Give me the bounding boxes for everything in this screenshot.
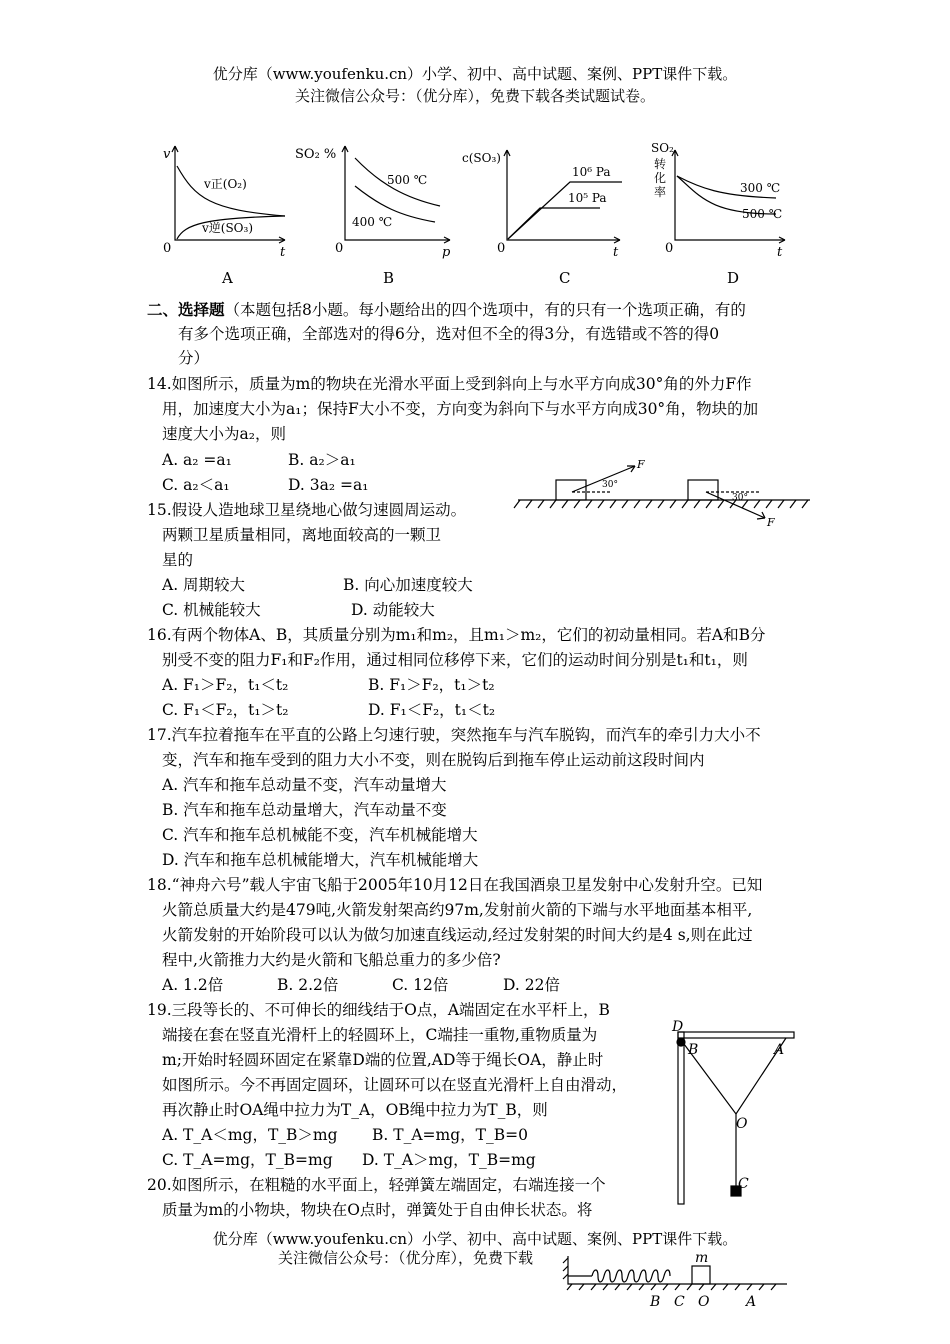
graph-d-label: D — [727, 269, 740, 287]
graph-d-yaxis-top: SO₂ — [651, 141, 674, 155]
q14-option-a: A. a₂ =a₁ — [162, 451, 232, 469]
q14-figure — [510, 456, 820, 536]
footer-line-2: 关注微信公众号：（优分库），免费下载 — [278, 1249, 534, 1267]
graph-a-curve1: v正(O₂) — [204, 177, 247, 191]
graph-c-origin: 0 — [497, 241, 506, 256]
graph-d-curve2: 500 ℃ — [742, 207, 783, 221]
q20-figure — [562, 1244, 802, 1344]
q19-option-b: B. T_A=mg，T_B=0 — [372, 1126, 528, 1144]
q19-figure — [668, 1016, 808, 1206]
graph-c-curve2: 10⁵ Pa — [568, 191, 607, 205]
q14-fig-angle1: 30° — [602, 480, 618, 490]
graph-c-curve1: 10⁶ Pa — [572, 165, 611, 179]
q18-option-b: B. 2.2倍 — [277, 976, 339, 994]
q20-line-2: 质量为m的小物块，物块在O点时，弹簧处于自由伸长状态。将 — [162, 1201, 593, 1219]
q19-line-1: 19.三段等长的、不可伸长的细线结于O点，A端固定在水平杆上，B — [147, 1001, 610, 1019]
q20-line-1: 20.如图所示，在粗糙的水平面上，轻弹簧左端固定，右端连接一个 — [147, 1176, 606, 1194]
graph-d-xaxis: t — [777, 245, 783, 260]
q20-fig-b: B — [650, 1294, 661, 1310]
graph-b-xaxis: p — [442, 245, 451, 260]
q15-option-d: D. 动能较大 — [351, 601, 435, 619]
q19-option-d: D. T_A＞mg，T_B=mg — [362, 1151, 536, 1169]
q14-option-c: C. a₂＜a₁ — [162, 476, 230, 494]
q19-line-3: m;开始时轻圆环固定在紧靠D端的位置,AD等于绳长OA，静止时 — [162, 1051, 604, 1069]
q19-fig-o: O — [736, 1116, 748, 1132]
q18-option-c: C. 12倍 — [392, 976, 449, 994]
q19-fig-d: D — [672, 1019, 684, 1035]
q15-line-3: 星的 — [162, 551, 194, 569]
q17-option-d: D. 汽车和拖车总机械能增大，汽车机械能增大 — [162, 851, 479, 869]
q15-line-1: 15.假设人造地球卫星绕地心做匀速圆周运动。 — [147, 501, 467, 519]
q14-option-b: B. a₂＞a₁ — [288, 451, 356, 469]
q14-line-2: 用，加速度大小为a₁；保持F大小不变，方向变为斜向下与水平方向成30°角，物块的加 — [162, 400, 759, 418]
q18-line-2: 火箭总质量大约是479吨,火箭发射架高约97m,发射前火箭的下端与水平地面基本相平, — [162, 901, 753, 919]
graph-d-yaxis-3: 率 — [654, 185, 667, 199]
q14-line-3: 速度大小为a₂，则 — [162, 425, 286, 443]
graph-b-curve2: 400 ℃ — [352, 215, 393, 229]
graph-a-curve2: v逆(SO₃) — [202, 221, 254, 235]
q20-fig-m: m — [695, 1250, 709, 1266]
graph-c-xaxis: t — [613, 245, 619, 260]
graph-a-label: A — [222, 269, 233, 287]
q18-line-1: 18.“神舟六号”载人宇宙飞船于2005年10月12日在我国酒泉卫星发射中心发射升空。已知 — [147, 876, 763, 894]
q16-option-a: A. F₁＞F₂，t₁＜t₂ — [162, 676, 289, 694]
q19-fig-c: C — [738, 1176, 749, 1192]
q14-fig-angle2: 30° — [732, 493, 748, 503]
section-intro-1: （本题包括8小题。每小题给出的四个选项中，有的只有一个选项正确，有的 — [224, 301, 746, 319]
graph-b-curve1: 500 ℃ — [387, 173, 428, 187]
q18-option-d: D. 22倍 — [503, 976, 560, 994]
q19-option-c: C. T_A=mg，T_B=mg — [162, 1151, 333, 1169]
q17-line-1: 17.汽车拉着拖车在平直的公路上匀速行驶，突然拖车与汽车脱钩，而汽车的牵引力大小不 — [147, 726, 761, 744]
q19-line-5: 再次静止时OA绳中拉力为T_A，OB绳中拉力为T_B，则 — [162, 1101, 548, 1119]
graph-a-origin: 0 — [163, 241, 172, 256]
graph-a-yaxis: v — [163, 147, 171, 162]
q14-fig-f2: F — [767, 516, 775, 529]
graph-b-label: B — [383, 269, 395, 287]
graphs-figure — [0, 136, 950, 296]
section-intro-2: 有多个选项正确，全部选对的得6分，选对但不全的得3分，有选错或不答的得0 — [178, 325, 720, 343]
q16-option-b: B. F₁＞F₂，t₁＞t₂ — [368, 676, 495, 694]
q18-line-3: 火箭发射的开始阶段可以认为做匀加速直线运动,经过发射架的时间大约是4 s,则在此过 — [162, 926, 753, 944]
q15-option-a: A. 周期较大 — [162, 576, 246, 594]
q18-option-a: A. 1.2倍 — [162, 976, 224, 994]
header-line-2: 关注微信公众号：（优分库），免费下载各类试题试卷。 — [294, 87, 655, 105]
q16-option-d: D. F₁＜F₂，t₁＜t₂ — [368, 701, 496, 719]
section-intro-3: 分） — [178, 349, 210, 367]
graph-a-xaxis: t — [280, 245, 286, 260]
q16-line-2: 别受不变的阻力F₁和F₂作用，通过相同位移停下来，它们的运动时间分别是t₁和t₁，则 — [162, 651, 748, 669]
q18-line-4: 程中,火箭推力大约是火箭和飞船总重力的多少倍? — [162, 951, 501, 969]
graph-d-yaxis-2: 化 — [654, 171, 667, 185]
section-title: 二、选择题 — [147, 300, 225, 319]
q20-fig-a: A — [746, 1294, 757, 1310]
q19-fig-a: A — [774, 1042, 785, 1058]
q17-option-b: B. 汽车和拖车总动量增大，汽车动量不变 — [162, 801, 447, 819]
graph-d-curve1: 300 ℃ — [740, 181, 781, 195]
graph-b-yaxis: SO₂ % — [295, 147, 337, 162]
header-line-1: 优分库（www.youfenku.cn）小学、初中、高中试题、案例、PPT课件下载。 — [212, 65, 738, 83]
q20-fig-o: O — [698, 1294, 710, 1310]
graph-d-yaxis-1: 转 — [654, 157, 667, 171]
q17-option-a: A. 汽车和拖车总动量不变，汽车动量增大 — [162, 776, 447, 794]
q19-option-a: A. T_A＜mg，T_B＞mg — [162, 1126, 338, 1144]
q14-option-d: D. 3a₂ =a₁ — [288, 476, 369, 494]
q14-line-1: 14.如图所示，质量为m的物块在光滑水平面上受到斜向上与水平方向成30°角的外力F作 — [147, 375, 752, 393]
q19-line-2: 端接在套在竖直光滑杆上的轻圆环上，C端挂一重物,重物质量为 — [162, 1026, 598, 1044]
q19-line-4: 如图所示。今不再固定圆环，让圆环可以在竖直光滑杆上自由滑动， — [162, 1076, 628, 1094]
q17-option-c: C. 汽车和拖车总机械能不变，汽车机械能增大 — [162, 826, 478, 844]
graph-c-label: C — [559, 269, 571, 287]
graph-d-origin: 0 — [665, 241, 674, 256]
q17-line-2: 变，汽车和拖车受到的阻力大小不变，则在脱钩后到拖车停止运动前这段时间内 — [162, 751, 705, 769]
q16-option-c: C. F₁＜F₂，t₁＞t₂ — [162, 701, 289, 719]
q15-option-b: B. 向心加速度较大 — [343, 576, 473, 594]
q15-option-c: C. 机械能较大 — [162, 601, 261, 619]
footer-line-1: 优分库（www.youfenku.cn）小学、初中、高中试题、案例、PPT课件下载。 — [212, 1230, 738, 1248]
graph-c-yaxis: c(SO₃) — [462, 151, 501, 165]
q20-fig-c: C — [674, 1294, 685, 1310]
q14-fig-f1: F — [637, 458, 645, 471]
q15-line-2: 两颗卫星质量相同，离地面较高的一颗卫 — [162, 526, 442, 544]
q16-line-1: 16.有两个物体A、B，其质量分别为m₁和m₂，且m₁＞m₂，它们的初动量相同。若A和B分 — [147, 626, 766, 644]
q19-fig-b: B — [688, 1042, 699, 1058]
graph-b-origin: 0 — [335, 241, 344, 256]
